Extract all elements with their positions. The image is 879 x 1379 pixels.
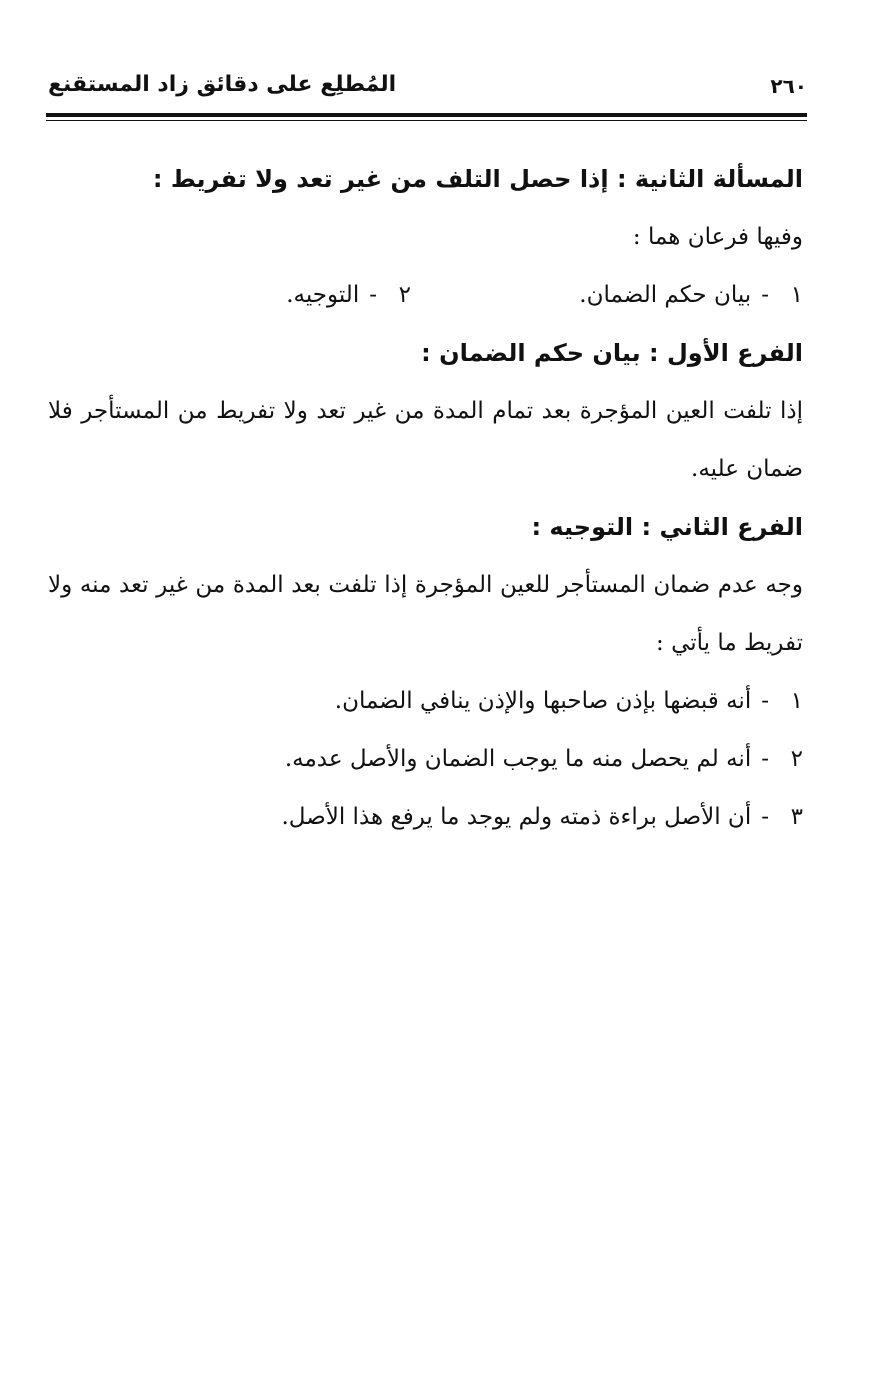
item-dash: - <box>369 282 377 308</box>
branch1-heading: الفرع الأول : بيان حكم الضمان : <box>421 339 803 367</box>
branch1-paragraph: إذا تلفت العين المؤجرة بعد تمام المدة من غير تعد ولا تفريط من المستأجر فلا ضمان عليه. <box>48 398 803 482</box>
running-header <box>48 72 807 112</box>
item-number: ٣ <box>790 804 803 830</box>
header-rule-thick <box>46 113 807 117</box>
branches-list <box>48 266 803 324</box>
list-item <box>48 672 803 730</box>
list-item <box>48 730 803 788</box>
item-text: بيان حكم الضمان. <box>579 282 752 308</box>
section-heading: المسألة الثانية : إذا حصل التلف من غير تعد ولا تفريط : <box>152 165 803 193</box>
item-text: أن الأصل براءة ذمته ولم يوجد ما يرفع هذا الأصل. <box>281 804 752 830</box>
item-number: ١ <box>790 282 803 308</box>
list-item <box>286 266 411 324</box>
header-rule-thin <box>46 120 807 121</box>
page-number: ٢٦٠ <box>770 74 807 98</box>
branch2-heading: الفرع الثاني : التوجيه : <box>531 513 803 541</box>
item-text: أنه قبضها بإذن صاحبها والإذن ينافي الضمان. <box>334 688 752 714</box>
item-number: ١ <box>790 688 803 714</box>
list-item <box>48 788 803 846</box>
item-dash: - <box>761 746 769 772</box>
intro-text: وفيها فرعان هما : <box>632 224 803 250</box>
book-title: المُطلِع على دقائق زاد المستقنع <box>48 72 397 97</box>
item-number: ٢ <box>790 746 803 772</box>
branch2-paragraph: وجه عدم ضمان المستأجر للعين المؤجرة إذا تلفت بعد المدة من غير تعد منه ولا تفريط ما يأتي : <box>48 572 803 656</box>
item-number: ٢ <box>398 282 411 308</box>
page-body <box>48 150 803 846</box>
item-dash: - <box>761 688 769 714</box>
item-text: التوجيه. <box>286 282 360 308</box>
item-text: أنه لم يحصل منه ما يوجب الضمان والأصل عدمه. <box>284 746 752 772</box>
item-dash: - <box>761 804 769 830</box>
item-dash: - <box>761 282 769 308</box>
list-item <box>579 266 803 324</box>
